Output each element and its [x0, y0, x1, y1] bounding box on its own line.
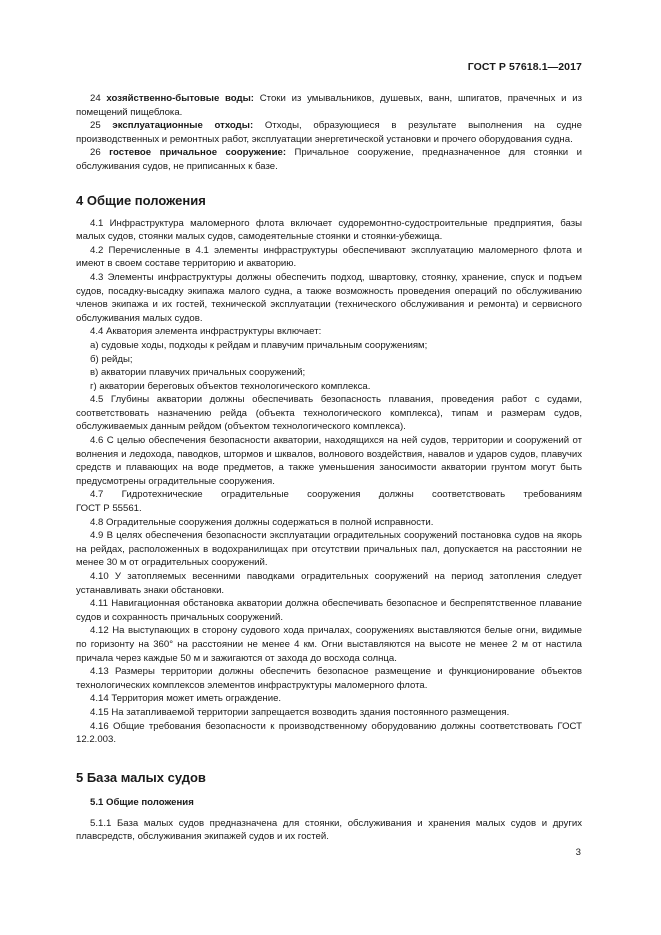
term-25: 25 эксплуатационные отходы: Отходы, образующиеся в результате выполнения на судне производственных и ремонтных работ, эксплуатации энергетической установки и прочего оборудования судна. [76, 120, 583, 145]
list-item-b: б) рейды; [90, 353, 133, 365]
paragraph-4-3: 4.3 Элементы инфраструктуры должны обеспечить подход, швартовку, стоянку, хранение, спуск и подъем судов, посадку-высадку экипажа малого судна, а также возможность проведения операций по обслуживанию членов экипажа и их гостей, технической эксплуатации (технического обслуживания и ремонта) и сервисного обслуживания малых судов. [76, 271, 582, 324]
paragraph-5-1-1: 5.1.1 База малых судов предназначена для стоянки, обслуживания и хранения малых судов и других плавсредств, обслуживания экипажей судов и их гостей. [76, 817, 582, 843]
page-number: 3 [575, 847, 581, 858]
paragraph-4-6: 4.6 С целью обеспечения безопасности акватории, находящихся на ней судов, территории и сооружений от волнения и ледохода, паводков, штормов и шквалов, волнового воздействия, навалов и ударов судов, плавучих средств и плавающих на воде предметов, а также уменьшения заносимости акватории грунтом могут быть предусмотрены оградительные сооружения. [76, 435, 582, 487]
paragraph-4-2: 4.2 Перечисленные в 4.1 элементы инфраструктуры обеспечивают эксплуатацию маломерного флота и имеют в своем составе территорию и акваторию. [76, 244, 582, 270]
paragraph-4-7-cont: ГОСТ Р 55561. [76, 503, 142, 515]
paragraph-4-15: 4.15 На затапливаемой территории запрещается возводить здания постоянного размещения. [90, 706, 510, 718]
paragraph-4-10: 4.10 У затопляемых весенними паводками оградительных сооружений на период затопления следует устанавливать знаки обстановки. [76, 571, 582, 596]
document-header: ГОСТ Р 57618.1—2017 [467, 61, 582, 73]
term-26: 26 гостевое причальное сооружение: Причальное сооружение, предназначенное для стоянки и обслуживания судов, не приписанных к базе. [76, 147, 582, 172]
paragraph-4-12: 4.12 На выступающих в сторону судового хода причалах, сооружениях выставляются белые огни, видимые по горизонту на 360° на расстоянии не менее 4 км. Огни выставляются на высоте не менее 2 м от настила причала через каждые 50 м и зажигаются от захода до восхода солнца. [76, 625, 582, 664]
list-item-g: г) акватории береговых объектов технологического комплекса. [90, 380, 371, 392]
paragraph-4-7: 4.7 Гидротехнические оградительные сооружения должны соответствовать требованиям [90, 489, 582, 501]
subsection-5-1-title: 5.1 Общие положения [90, 796, 194, 808]
paragraph-4-14: 4.14 Территория может иметь ограждение. [90, 693, 282, 705]
paragraph-4-13: 4.13 Размеры территории должны обеспечить безопасное размещение и функционирование объектов технологических комплексов элементов инфраструктуры маломерного флота. [76, 666, 582, 691]
paragraph-4-4: 4.4 Акватория элемента инфраструктуры включает: [90, 326, 322, 338]
document-body [76, 92, 582, 844]
section-5-title: 5 База малых судов [76, 769, 206, 785]
paragraph-4-5: 4.5 Глубины акватории должны обеспечивать безопасность плавания, проведения работ с судами, соответствовать назначению рейда (объекта технологического комплекса), типам и размерам судов, обслуживаемых данным рейдом (объектом технологического комплекса). [76, 394, 582, 433]
paragraph-4-1: 4.1 Инфраструктура маломерного флота включает судоремонтно-судостроительные предприятия, базы малых судов, стоянки малых судов, самодеятельные стоянки и стоянки-убежища. [76, 217, 582, 243]
section-4-title: 4 Общие положения [76, 192, 206, 208]
paragraph-4-9: 4.9 В целях обеспечения безопасности эксплуатации оградительных сооружений постановка судов на якорь на рейдах, расположенных в водохранилищах при отсутствии причальных пал, допускается на расстоянии не менее 30 м от оградительных сооружений. [76, 530, 582, 569]
term-24: 24 хозяйственно-бытовые воды: Стоки из умывальников, душевых, ванн, шпигатов, прачечных и из помещений пищеблока. [76, 93, 582, 118]
paragraph-4-11: 4.11 Навигационная обстановка акватории должна обеспечивать безопасное и беспрепятственное плавание судов и сохранность причальных сооружений. [76, 598, 582, 623]
paragraph-4-16: 4.16 Общие требования безопасности к производственному оборудованию должны соответствовать ГОСТ 12.2.003. [76, 720, 582, 746]
list-item-a: а) судовые ходы, подходы к рейдам и плавучим причальным сооружениям; [90, 339, 428, 351]
list-item-v: в) акватории плавучих причальных сооружений; [90, 367, 306, 379]
paragraph-4-8: 4.8 Оградительные сооружения должны содержаться в полной исправности. [90, 516, 434, 528]
